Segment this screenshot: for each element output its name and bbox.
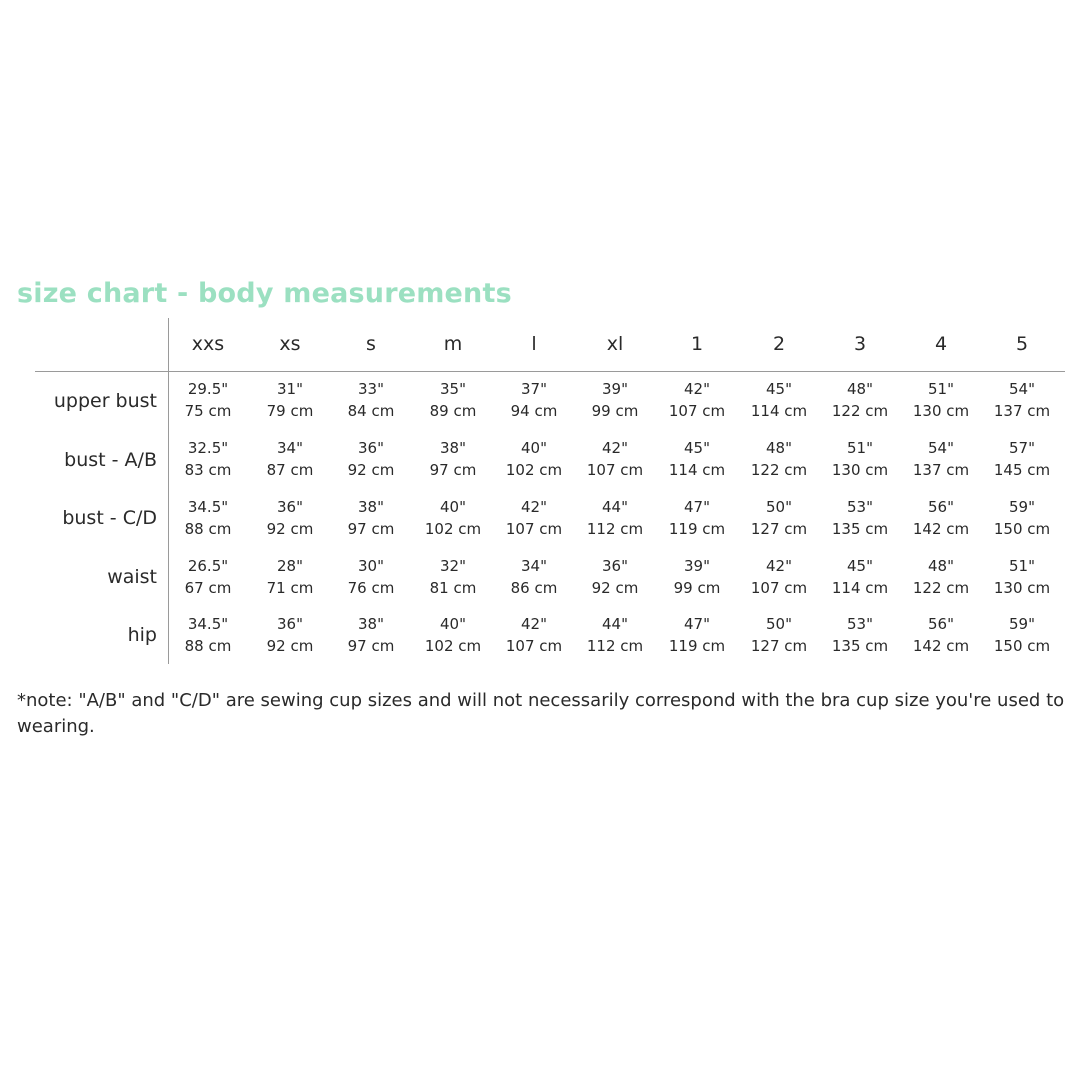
measurement-cell	[657, 496, 737, 540]
size-header-xl: xl	[606, 333, 624, 355]
measurement-cell	[575, 496, 655, 540]
measurement-cell	[901, 613, 981, 657]
measurement-cell	[901, 496, 981, 540]
cm-value: 75 cm	[184, 402, 232, 420]
inches-value: 36"	[602, 557, 628, 575]
inches-value: 36"	[358, 439, 384, 457]
cm-value: 84 cm	[347, 402, 395, 420]
size-header-xs: xs	[279, 333, 301, 355]
row-label: upper bust	[53, 390, 157, 412]
cm-value: 107 cm	[750, 579, 808, 597]
measurement-cell	[331, 613, 411, 657]
measurement-cell	[739, 613, 819, 657]
inches-value: 36"	[277, 615, 303, 633]
footnote: *note: "A/B" and "C/D" are sewing cup sizes and will not necessarily correspond with the bra cup size you're used to wearing.	[17, 690, 1065, 737]
measurement-cell	[982, 378, 1062, 422]
cm-value: 150 cm	[993, 520, 1051, 538]
cm-value: 71 cm	[266, 579, 314, 597]
cm-value: 99 cm	[591, 402, 639, 420]
inches-value: 44"	[602, 615, 628, 633]
inches-value: 53"	[847, 498, 873, 516]
cm-value: 97 cm	[429, 461, 477, 479]
measurement-cell	[494, 437, 574, 481]
inches-value: 45"	[847, 557, 873, 575]
cm-value: 114 cm	[831, 579, 889, 597]
size-header-xxs: xxs	[191, 333, 225, 355]
inches-value: 39"	[684, 557, 710, 575]
cm-value: 76 cm	[347, 579, 395, 597]
measurement-cell	[739, 437, 819, 481]
measurement-cell	[901, 555, 981, 599]
measurement-cell	[901, 437, 981, 481]
cm-value: 122 cm	[912, 579, 970, 597]
inches-value: 38"	[358, 498, 384, 516]
measurement-cell	[250, 437, 330, 481]
inches-value: 36"	[277, 498, 303, 516]
cm-value: 119 cm	[668, 520, 726, 538]
inches-value: 45"	[684, 439, 710, 457]
inches-value: 47"	[684, 498, 710, 516]
cm-value: 67 cm	[184, 579, 232, 597]
inches-value: 59"	[1009, 615, 1035, 633]
measurement-cell	[250, 496, 330, 540]
inches-value: 26.5"	[187, 557, 229, 575]
measurement-cell	[982, 555, 1062, 599]
horizontal-divider	[35, 371, 1065, 372]
inches-value: 50"	[766, 615, 792, 633]
cm-value: 99 cm	[673, 579, 721, 597]
measurement-cell	[657, 613, 737, 657]
measurement-cell	[494, 555, 574, 599]
measurement-cell	[575, 437, 655, 481]
measurement-cell	[575, 555, 655, 599]
cm-value: 94 cm	[510, 402, 558, 420]
measurement-cell	[739, 555, 819, 599]
measurement-cell	[331, 555, 411, 599]
measurement-cell	[331, 437, 411, 481]
inches-value: 53"	[847, 615, 873, 633]
cm-value: 88 cm	[184, 520, 232, 538]
inches-value: 40"	[440, 498, 466, 516]
cm-value: 92 cm	[591, 579, 639, 597]
cm-value: 79 cm	[266, 402, 314, 420]
inches-value: 51"	[847, 439, 873, 457]
inches-value: 31"	[277, 380, 303, 398]
cm-value: 127 cm	[750, 637, 808, 655]
cm-value: 86 cm	[510, 579, 558, 597]
cm-value: 145 cm	[993, 461, 1051, 479]
measurement-cell	[820, 378, 900, 422]
cm-value: 102 cm	[424, 520, 482, 538]
measurement-cell	[168, 378, 248, 422]
cm-value: 89 cm	[429, 402, 477, 420]
cm-value: 92 cm	[266, 637, 314, 655]
inches-value: 32"	[440, 557, 466, 575]
measurement-cell	[331, 378, 411, 422]
measurement-cell	[820, 613, 900, 657]
measurement-cell	[168, 555, 248, 599]
title: size chart - body measurements	[17, 278, 512, 309]
size-header-3: 3	[853, 333, 867, 355]
measurement-cell	[413, 555, 493, 599]
measurement-cell	[739, 496, 819, 540]
inches-value: 42"	[684, 380, 710, 398]
measurement-cell	[168, 613, 248, 657]
measurement-cell	[413, 378, 493, 422]
inches-value: 44"	[602, 498, 628, 516]
measurement-cell	[739, 378, 819, 422]
row-label: bust - A/B	[64, 449, 157, 471]
measurement-cell	[413, 613, 493, 657]
inches-value: 48"	[847, 380, 873, 398]
cm-value: 150 cm	[993, 637, 1051, 655]
measurement-cell	[494, 378, 574, 422]
inches-value: 42"	[766, 557, 792, 575]
inches-value: 39"	[602, 380, 628, 398]
cm-value: 102 cm	[505, 461, 563, 479]
inches-value: 51"	[928, 380, 954, 398]
cm-value: 92 cm	[347, 461, 395, 479]
size-header-4: 4	[934, 333, 948, 355]
inches-value: 50"	[766, 498, 792, 516]
measurement-cell	[982, 437, 1062, 481]
cm-value: 127 cm	[750, 520, 808, 538]
cm-value: 142 cm	[912, 637, 970, 655]
inches-value: 40"	[521, 439, 547, 457]
inches-value: 57"	[1009, 439, 1035, 457]
measurement-cell	[413, 437, 493, 481]
inches-value: 45"	[766, 380, 792, 398]
cm-value: 135 cm	[831, 520, 889, 538]
measurement-cell	[901, 378, 981, 422]
measurement-cell	[413, 496, 493, 540]
measurement-cell	[820, 555, 900, 599]
row-label: hip	[127, 624, 157, 646]
size-header-1: 1	[690, 333, 704, 355]
cm-value: 88 cm	[184, 637, 232, 655]
measurement-cell	[657, 378, 737, 422]
size-header-m: m	[443, 333, 463, 355]
cm-value: 107 cm	[668, 402, 726, 420]
inches-value: 42"	[521, 498, 547, 516]
cm-value: 81 cm	[429, 579, 477, 597]
cm-value: 142 cm	[912, 520, 970, 538]
inches-value: 38"	[358, 615, 384, 633]
measurement-cell	[657, 437, 737, 481]
cm-value: 112 cm	[586, 520, 644, 538]
cm-value: 114 cm	[668, 461, 726, 479]
measurement-cell	[494, 496, 574, 540]
measurement-cell	[494, 613, 574, 657]
cm-value: 130 cm	[831, 461, 889, 479]
cm-value: 97 cm	[347, 520, 395, 538]
size-header-l: l	[531, 333, 537, 355]
inches-value: 30"	[358, 557, 384, 575]
inches-value: 33"	[358, 380, 384, 398]
cm-value: 114 cm	[750, 402, 808, 420]
cm-value: 135 cm	[831, 637, 889, 655]
inches-value: 48"	[928, 557, 954, 575]
measurement-cell	[250, 555, 330, 599]
cm-value: 122 cm	[750, 461, 808, 479]
measurement-cell	[575, 378, 655, 422]
cm-value: 97 cm	[347, 637, 395, 655]
measurement-cell	[982, 613, 1062, 657]
inches-value: 48"	[766, 439, 792, 457]
measurement-cell	[331, 496, 411, 540]
inches-value: 28"	[277, 557, 303, 575]
inches-value: 59"	[1009, 498, 1035, 516]
inches-value: 34.5"	[187, 498, 229, 516]
measurement-cell	[657, 555, 737, 599]
inches-value: 51"	[1009, 557, 1035, 575]
measurement-cell	[575, 613, 655, 657]
inches-value: 29.5"	[187, 380, 229, 398]
inches-value: 42"	[602, 439, 628, 457]
row-label: waist	[107, 566, 157, 588]
cm-value: 107 cm	[505, 637, 563, 655]
size-header-s: s	[366, 333, 376, 355]
measurement-cell	[168, 437, 248, 481]
measurement-cell	[820, 496, 900, 540]
cm-value: 130 cm	[993, 579, 1051, 597]
cm-value: 107 cm	[505, 520, 563, 538]
cm-value: 119 cm	[668, 637, 726, 655]
inches-value: 56"	[928, 615, 954, 633]
inches-value: 56"	[928, 498, 954, 516]
size-header-5: 5	[1015, 333, 1029, 355]
inches-value: 35"	[440, 380, 466, 398]
measurement-cell	[982, 496, 1062, 540]
inches-value: 54"	[1009, 380, 1035, 398]
cm-value: 87 cm	[266, 461, 314, 479]
cm-value: 102 cm	[424, 637, 482, 655]
cm-value: 83 cm	[184, 461, 232, 479]
inches-value: 54"	[928, 439, 954, 457]
measurement-cell	[250, 613, 330, 657]
inches-value: 34"	[521, 557, 547, 575]
cm-value: 112 cm	[586, 637, 644, 655]
measurement-cell	[168, 496, 248, 540]
size-header-2: 2	[772, 333, 786, 355]
cm-value: 137 cm	[912, 461, 970, 479]
row-label: bust - C/D	[62, 507, 157, 529]
inches-value: 32.5"	[187, 439, 229, 457]
cm-value: 122 cm	[831, 402, 889, 420]
cm-value: 130 cm	[912, 402, 970, 420]
inches-value: 37"	[521, 380, 547, 398]
inches-value: 47"	[684, 615, 710, 633]
inches-value: 34"	[277, 439, 303, 457]
inches-value: 34.5"	[187, 615, 229, 633]
inches-value: 42"	[521, 615, 547, 633]
inches-value: 40"	[440, 615, 466, 633]
measurement-cell	[820, 437, 900, 481]
cm-value: 137 cm	[993, 402, 1051, 420]
cm-value: 92 cm	[266, 520, 314, 538]
inches-value: 38"	[440, 439, 466, 457]
cm-value: 107 cm	[586, 461, 644, 479]
measurement-cell	[250, 378, 330, 422]
